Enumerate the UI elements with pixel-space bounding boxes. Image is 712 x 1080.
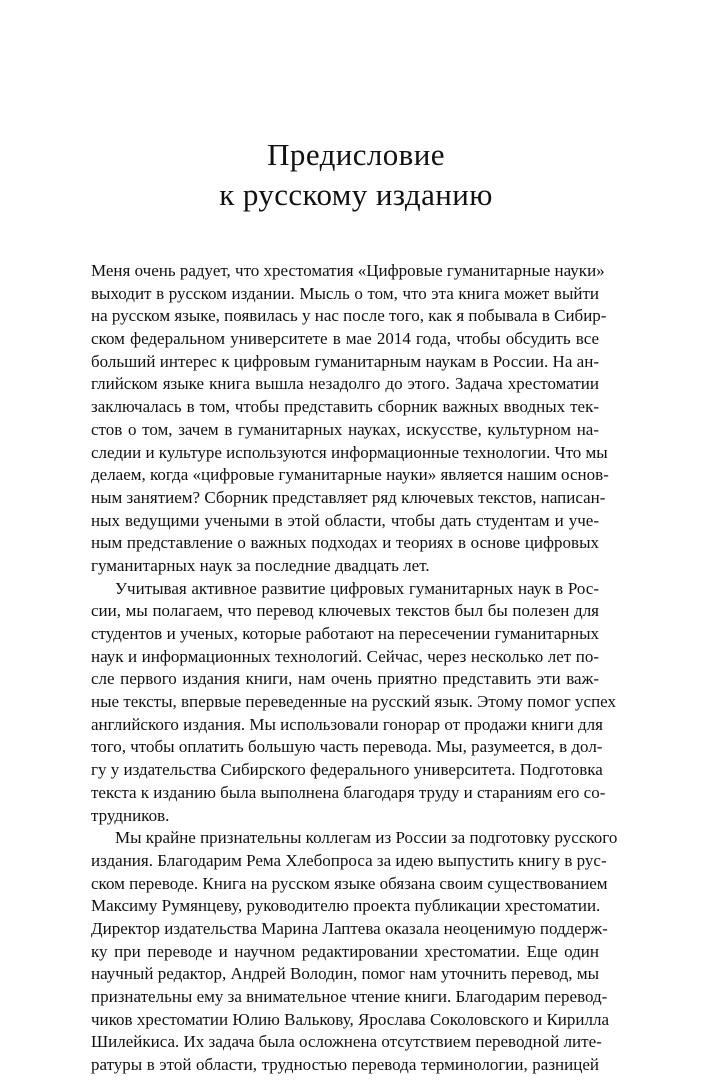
paragraph-line: чиков хрестоматии Юлию Валькову, Ярослава Соколовского и Кирилла (91, 1009, 610, 1029)
paragraph-line: ратуры в этой области, трудностью перевода терминологии, разницей (91, 1055, 599, 1075)
paragraph-line: больший интерес к цифровым гуманитарным наукам в России. На ан- (91, 351, 599, 371)
paragraph-line: трудников. (91, 805, 170, 825)
title-line-1: Предисловие (267, 137, 445, 172)
paragraph-line: сле первого издания книги, нам очень приятно представить эти важ- (91, 669, 599, 689)
paragraph-line: научный редактор, Андрей Володин, помог нам уточнить перевод, мы (91, 964, 599, 984)
paragraph-line: ным занятием? Сборник представляет ряд ключевых текстов, написан- (91, 487, 606, 507)
paragraph-line: студентов и ученых, которые работают на пересечении гуманитарных (91, 624, 599, 643)
paragraph-line: ском федеральном университете в мае 2014 года, чтобы обсудить все (91, 329, 599, 349)
paragraph (91, 578, 616, 828)
paragraph-line: ным представление о важных подходах и теориях в основе цифровых (91, 533, 599, 553)
paragraph-line: гуманитарных наук за последние двадцать лет. (91, 555, 430, 575)
title-line-2: к русскому изданию (219, 177, 493, 212)
paragraph-line: заключалась в том, чтобы представить сборник важных вводных тек- (91, 397, 599, 417)
paragraph (91, 827, 618, 1077)
paragraph-line: наук и информационных технологий. Сейчас, через несколько лет по- (91, 646, 599, 666)
paragraph-line: сии, мы полагаем, что перевод ключевых текстов был бы полезен для (91, 601, 599, 621)
paragraph-line: текста к изданию была выполнена благодаря труду и стараниям его со- (91, 782, 606, 802)
page-title (0, 135, 712, 215)
paragraph-line: Меня очень радует, что хрестоматия «Цифровые гуманитарные науки» (91, 261, 605, 280)
paragraph (91, 260, 609, 578)
paragraph-line: выходит в русском издании. Мысль о том, что эта книга может выйти (91, 283, 599, 303)
paragraph-line: делаем, когда «цифровые гуманитарные науки» является нашим основ- (91, 465, 609, 485)
paragraph-line: английского издания. Мы использовали гонорар от продажи книги для (91, 714, 603, 734)
paragraph-line: Максиму Румянцеву, руководителю проекта публикации хрестоматии. (91, 896, 601, 916)
paragraph-line: Шилейкиса. Их задача была осложнена отсутствием переводной лите- (91, 1032, 602, 1052)
paragraph-line: гу у издательства Сибирского федерального университета. Подготовка (91, 760, 603, 780)
paragraph-line: Мы крайне признательны коллегам из России за подготовку русского (115, 828, 618, 848)
paragraph-line: Учитывая активное развитие цифровых гуманитарных наук в Рос- (115, 578, 599, 598)
paragraph-line: издания. Благодарим Рема Хлебопроса за идею выпустить книгу в рус- (91, 850, 607, 870)
paragraph-line: стов о том, зачем в гуманитарных науках, искусстве, культурном на- (91, 419, 599, 439)
paragraph-line: Директор издательства Марина Лаптева оказала неоценимую поддерж- (91, 918, 608, 938)
paragraph-line: следии и культуре используются информационные технологии. Что мы (91, 442, 608, 462)
paragraph-line: ные тексты, впервые переведенные на русский язык. Этому помог успех (91, 692, 616, 712)
paragraph-line: ском переводе. Книга на русском языке обязана своим существованием (91, 873, 608, 893)
paragraph-line: того, чтобы оплатить большую часть перевода. Мы, разумеется, в дол- (91, 737, 603, 757)
paragraph-line: ку при переводе и научном редактировании хрестоматии. Еще один (91, 941, 599, 961)
body-text (91, 260, 618, 1077)
paragraph-line: ных ведущими учеными в этой области, чтобы дать студентам и уче- (91, 510, 599, 530)
paragraph-line: глийском языке книга вышла незадолго до этого. Задача хрестоматии (91, 374, 599, 394)
paragraph-line: признательны ему за внимательное чтение книги. Благодарим перевод- (91, 987, 608, 1006)
paragraph-line: на русском языке, появилась у нас после того, как я побывала в Сибир- (91, 306, 607, 326)
